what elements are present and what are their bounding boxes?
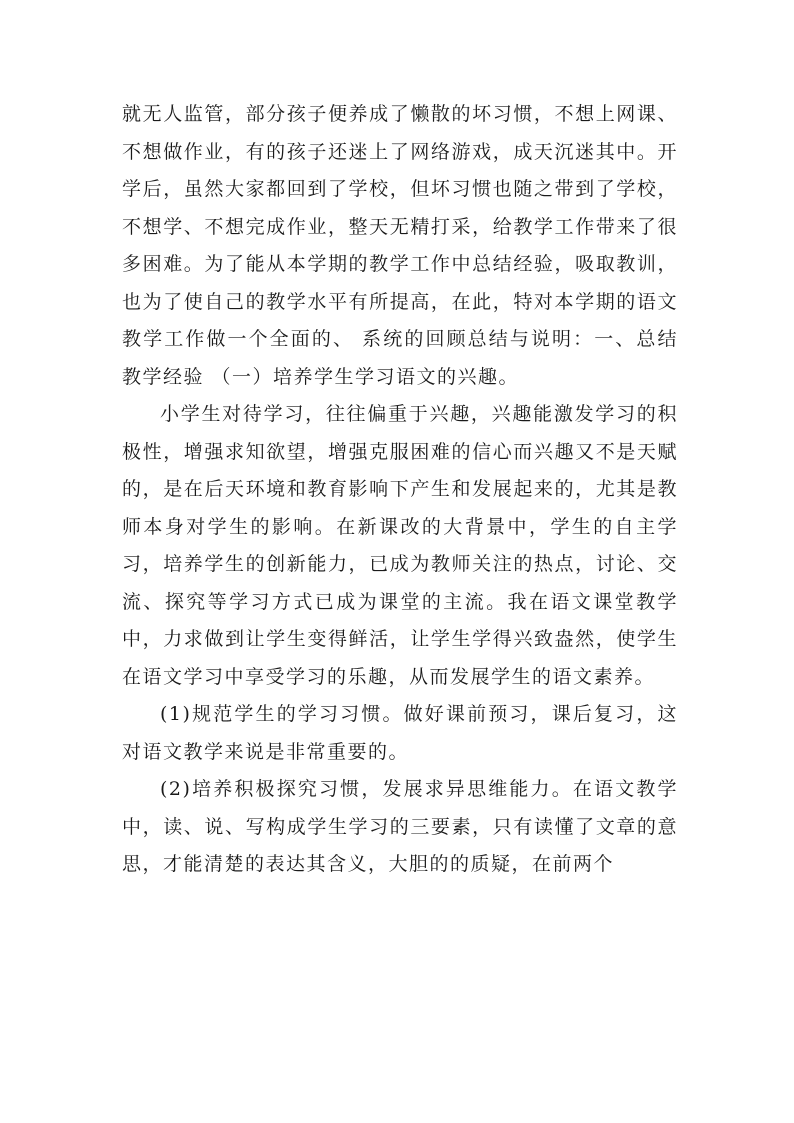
paragraph-interest: 小学生对待学习，往往偏重于兴趣，兴趣能激发学习的积极性，增强求知欲望，增强克服困难的信心而兴趣又不是天赋的，是在后天环境和教育影响下产生和发展起来的，尤其是教师本身对学生的影响。在新课改的大背景中，学生的自主学习，培养学生的创新能力，已成为教师关注的热点，讨论、交流、探究等学习方式已成为课堂的主流。我在语文课堂教学中，力求做到让学生变得鲜活，让学生学得兴致盎然，使学生在语文学习中享受学习的乐趣，从而发展学生的语文素养。 — [122, 403, 678, 688]
paragraph-item-2: (2)培养积极探究习惯，发展求异思维能力。在语文教学中，读、说、写构成学生学习的三要素，只有读懂了文章的意思，才能清楚的表达其含义，大胆的的质疑，在前两个 — [122, 778, 678, 875]
document-body — [122, 96, 678, 884]
paragraph-continuation: 就无人监管，部分孩子便养成了懒散的坏习惯，不想上网课、不想做作业，有的孩子还迷上了网络游戏，成天沉迷其中。开学后，虽然大家都回到了学校，但坏习惯也随之带到了学校，不想学、不想完成作业，整天无精打采，给教学工作带来了很多困难。为了能从本学期的教学工作中总结经验，吸取教训，也为了使自己的教学水平有所提高，在此，特对本学期的语文教学工作做一个全面的、 系统的回顾总结与说明：一、总结教学经验 （一）培养学生学习语文的兴趣。 — [122, 103, 678, 388]
paragraph-item-1: (1)规范学生的学习习惯。做好课前预习，课后复习，这对语文教学来说是非常重要的。 — [122, 703, 678, 763]
